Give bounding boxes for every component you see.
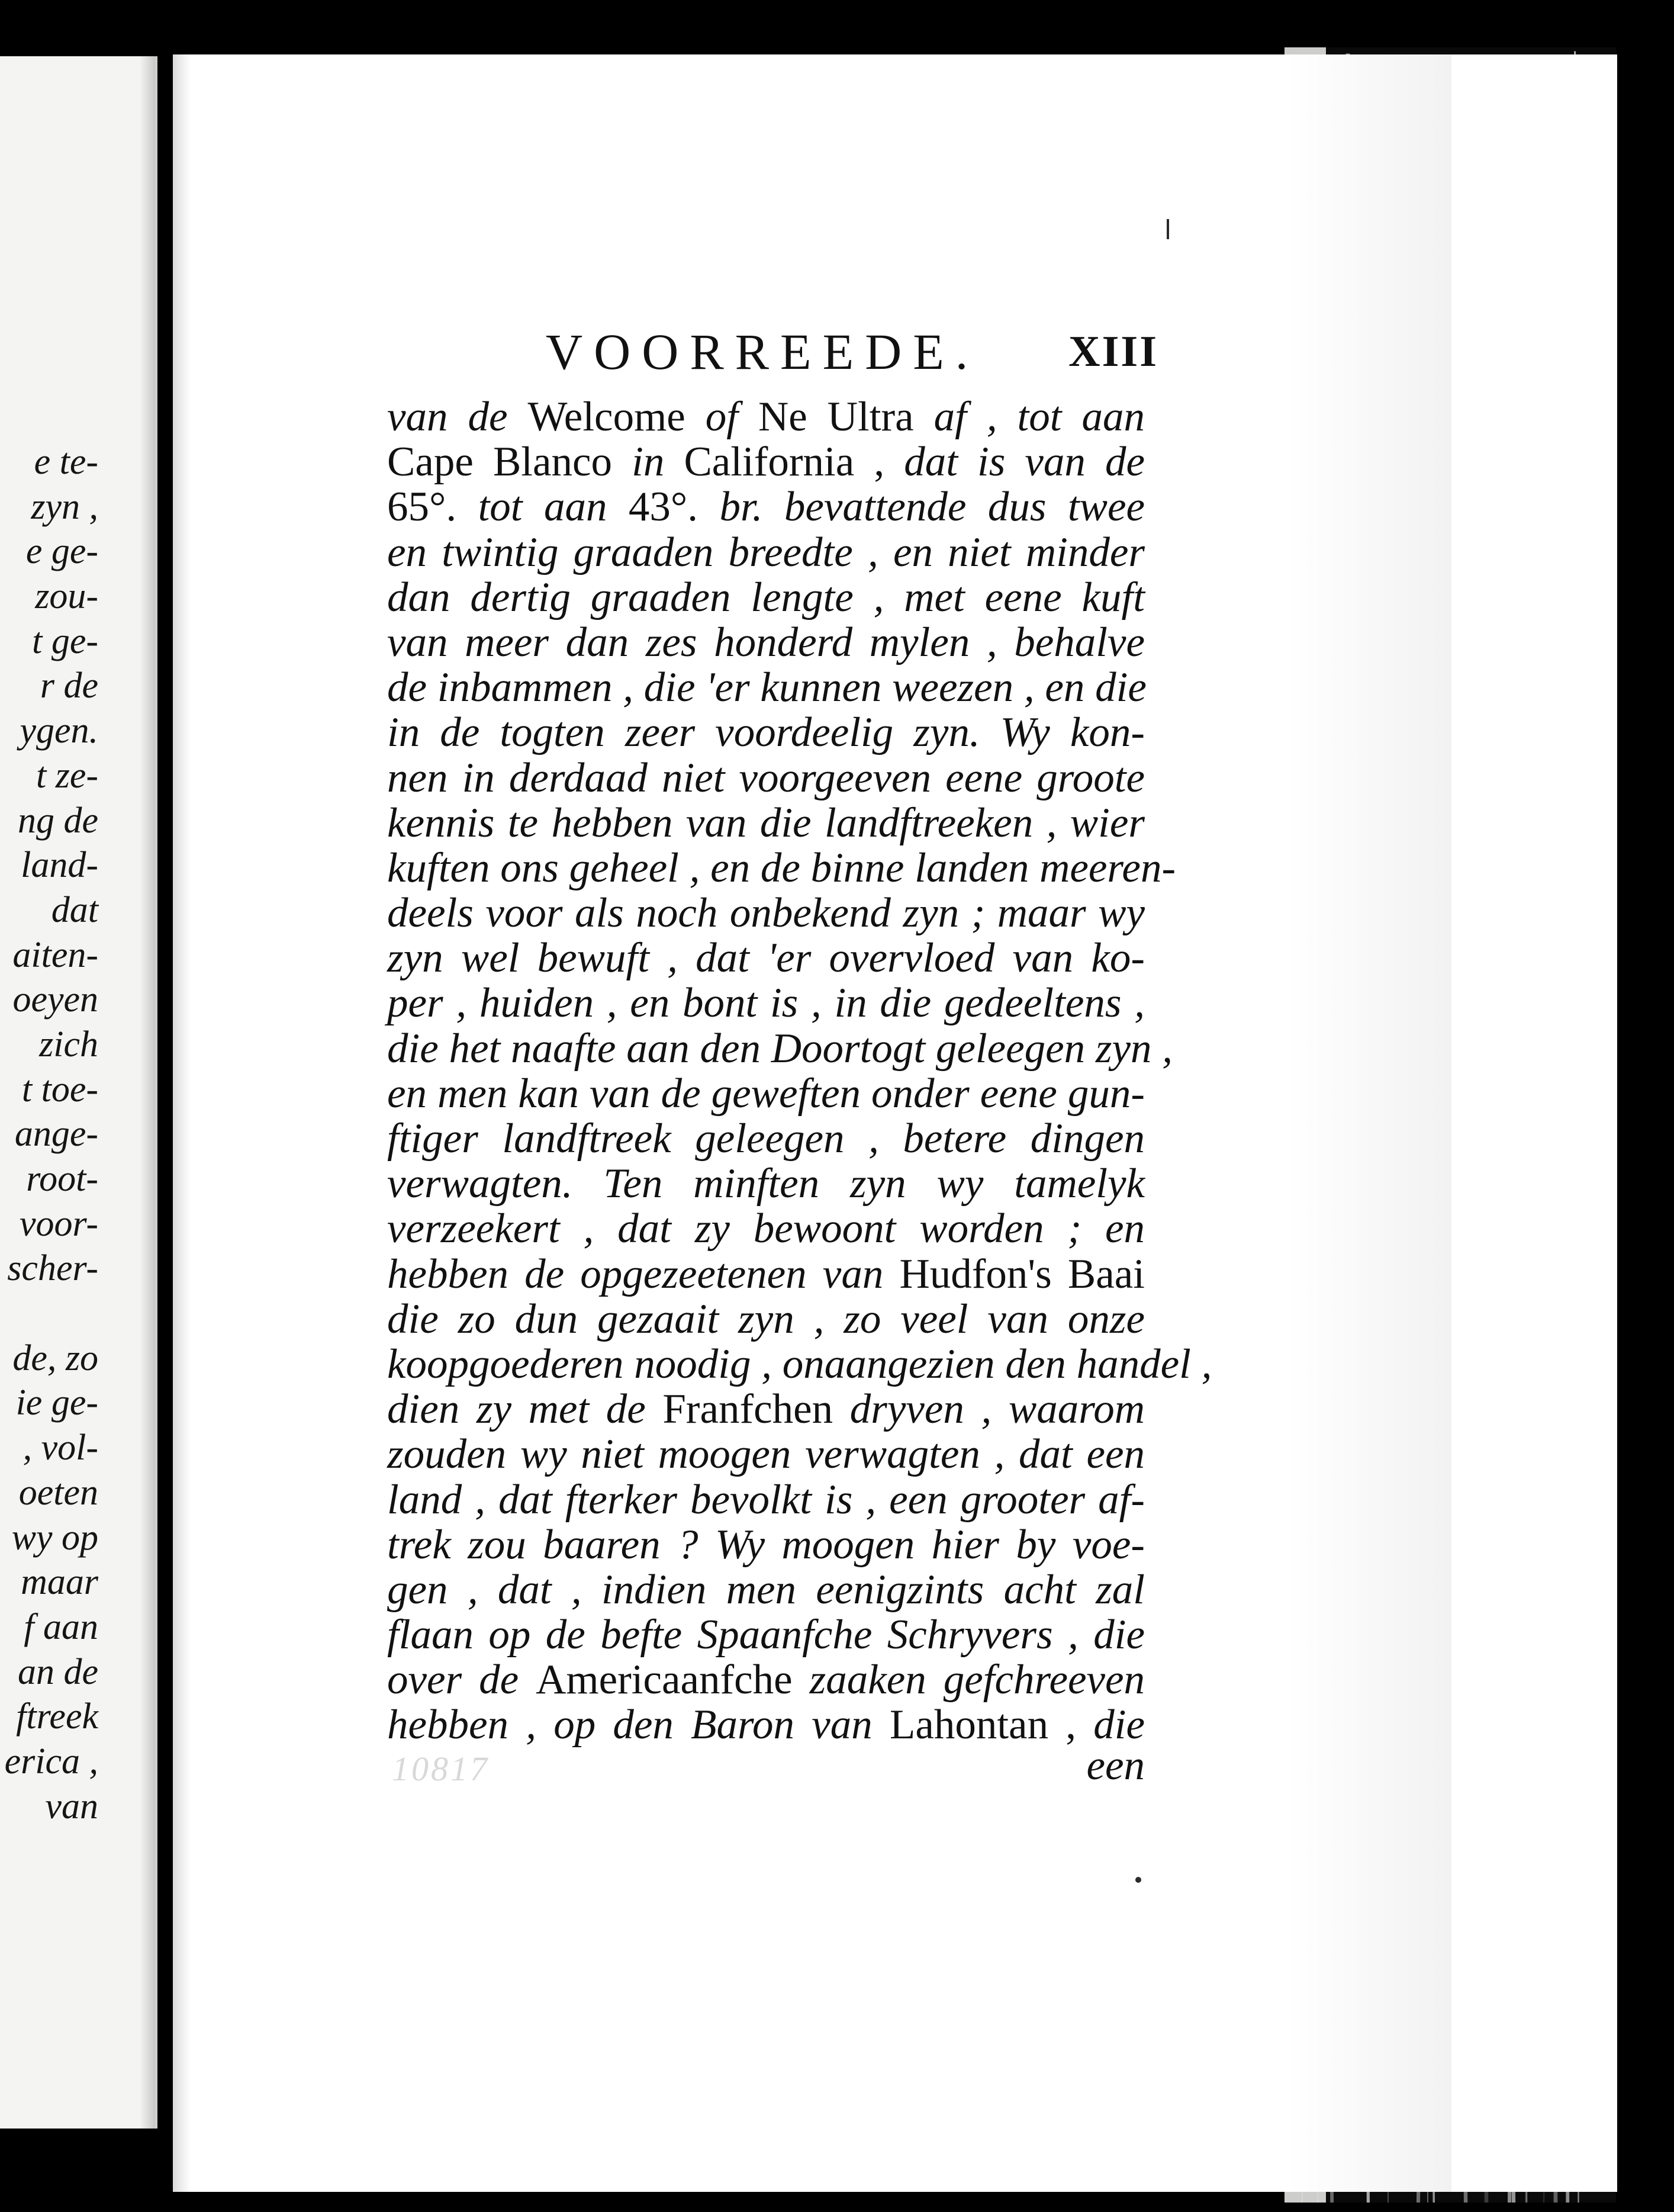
italic-run: gen , dat , indien men eenigzints acht zal (387, 1566, 1145, 1613)
left-fragment-line: erica , (4, 1741, 98, 1782)
left-fragment-line: de, zo (12, 1338, 98, 1378)
right-page (173, 54, 1617, 2192)
italic-run: dat is van de (904, 439, 1145, 486)
left-fragment-line: t ge- (32, 620, 98, 661)
text-line (387, 575, 1145, 620)
left-fragment-line: ange- (14, 1114, 98, 1155)
roman-run: Hudfon's Baai (899, 1250, 1145, 1297)
italic-run: die het naafte aan den Doortogt geleegen zyn , (387, 1025, 1173, 1072)
italic-run: tot aan (478, 484, 629, 531)
italic-run: in (632, 439, 684, 486)
italic-run: of (705, 394, 758, 440)
italic-run: die zo dun gezaait zyn , zo veel van onze (387, 1295, 1145, 1342)
italic-run: van de (387, 394, 528, 440)
roman-run: Welcome (527, 394, 706, 440)
text-line (387, 935, 1145, 980)
page-heading: VOORREEDE. (546, 323, 980, 380)
text-line (387, 844, 1176, 891)
italic-run: af , tot aan (933, 394, 1145, 440)
text-line (387, 484, 1145, 529)
italic-run: nen in derdaad niet voorgeeven eene groote (387, 754, 1145, 801)
italic-run: verzeekert , dat zy bewoont worden ; en (387, 1205, 1145, 1252)
roman-run: California , (684, 439, 904, 486)
left-fragment-line: ftreek (16, 1696, 98, 1737)
left-fragment-line: land- (21, 845, 98, 886)
italic-run: zouden wy niet moogen verwagten , dat een (387, 1431, 1145, 1478)
italic-run: de inbammen , die 'er kunnen weezen , en die (387, 664, 1147, 711)
italic-run: zaaken gefchreeven (809, 1657, 1145, 1703)
italic-run: van meer dan zes honderd mylen , behalve (387, 619, 1145, 665)
text-line (387, 1252, 1145, 1297)
text-line (387, 1657, 1145, 1702)
text-line (387, 1206, 1145, 1251)
italic-run: hebben , op den Baron van (387, 1702, 890, 1748)
text-line (387, 1025, 1173, 1072)
text-line (387, 665, 1145, 710)
left-fragment-line: ng de (17, 800, 98, 841)
roman-run: Ne Ultra (758, 394, 934, 440)
italic-run: in de togten zeer voordeelig zyn. Wy kon- (387, 709, 1145, 756)
margin-dot (1135, 1877, 1141, 1883)
text-line (387, 1071, 1145, 1116)
roman-run: Franfchen (662, 1386, 850, 1433)
left-fragment-line: zou- (35, 576, 98, 617)
left-fragment-line: an de (17, 1651, 98, 1692)
italic-run: per , huiden , en bont is , in die gedeeltens , (387, 980, 1145, 1027)
italic-run: trek zou baaren ? Wy moogen hier by voe- (387, 1521, 1145, 1568)
running-head (371, 322, 1158, 387)
left-fragment-line: oeten (18, 1472, 98, 1513)
left-fragment-line: oeyen (12, 979, 98, 1020)
text-line (387, 1297, 1145, 1342)
body-text (387, 394, 1212, 1748)
right-page-gutter-shadow (173, 54, 191, 2192)
italic-run: dryven , waarom (849, 1386, 1145, 1433)
left-fragment-line: van (45, 1786, 98, 1827)
text-line (387, 800, 1145, 845)
text-line (387, 1477, 1145, 1522)
italic-run: land , dat fterker bevolkt is , een grooter af- (387, 1476, 1145, 1523)
left-fragment-line (0, 1291, 98, 1336)
italic-run: flaan op de befte Spaanfche Schryvers , die (387, 1612, 1145, 1658)
text-line (387, 1432, 1145, 1477)
italic-run: over de (387, 1657, 536, 1703)
margin-tick (1167, 219, 1169, 239)
italic-run: zyn wel bewuft , dat 'er overvloed van ko- (387, 935, 1145, 982)
left-fragment-line: aiten- (12, 934, 98, 975)
italic-run: kennis te hebben van die landftreeken , wier (387, 799, 1145, 846)
text-line (387, 439, 1145, 484)
left-fragment-line: f aan (24, 1606, 98, 1647)
left-fragment-line: zyn , (31, 486, 98, 527)
roman-run: Lahontan , (889, 1702, 1094, 1748)
italic-run: hebben de opgezeetenen van (387, 1250, 900, 1297)
left-fragment-line: scher- (7, 1248, 98, 1289)
text-line (387, 394, 1145, 439)
left-fragment-line: t ze- (36, 755, 98, 796)
page-number: XIII (1068, 327, 1158, 376)
left-fragment-line: dat (51, 889, 98, 930)
left-fragment-line: t toe- (21, 1069, 98, 1110)
roman-run: Americaanfche (536, 1657, 810, 1703)
text-line (387, 530, 1145, 575)
italic-run: en twintig graaden breedte , en niet minder (387, 529, 1145, 575)
italic-run: koopgoederen noodig , onaangezien den handel , (387, 1340, 1212, 1387)
left-page-text-fragments (0, 440, 98, 1829)
left-fragment-line: , vol- (22, 1427, 98, 1468)
text-line (387, 1116, 1145, 1161)
text-line (387, 1567, 1145, 1612)
left-fragment-line: root- (26, 1159, 98, 1199)
left-fragment-line: maar (21, 1562, 98, 1603)
text-line (387, 1702, 1145, 1747)
text-line (387, 1522, 1145, 1567)
left-fragment-line: e ge- (25, 531, 98, 572)
catchword: een (1086, 1742, 1145, 1789)
left-fragment-line: wy op (11, 1517, 98, 1558)
italic-run: verwagten. Ten minften zyn wy tamelyk (387, 1160, 1145, 1207)
italic-run: ftiger landftreek geleegen , betere dingen (387, 1115, 1145, 1162)
left-fragment-line: ie ge- (15, 1382, 98, 1423)
left-page (0, 56, 157, 2129)
left-fragment-line: r de (40, 665, 98, 706)
italic-run: br. bevattende dus twee (719, 484, 1145, 531)
italic-run: die (1093, 1702, 1145, 1748)
text-line (387, 890, 1145, 935)
italic-run: en men kan van de geweften onder eene gun- (387, 1070, 1145, 1117)
roman-run: 65°. (387, 484, 478, 531)
left-fragment-line: e te- (34, 442, 98, 482)
left-fragment-line: zich (39, 1024, 98, 1065)
text-line (387, 1340, 1212, 1387)
text-line (387, 1612, 1145, 1657)
italic-run: kuften ons geheel , en de binne landen meeren- (387, 844, 1176, 891)
italic-run: dan dertig graaden lengte , met eene kuft (387, 574, 1145, 620)
roman-run: Cape Blanco (387, 439, 632, 486)
text-line (387, 755, 1145, 800)
left-fragment-line: voor- (19, 1203, 98, 1244)
left-fragment-line: ygen. (20, 710, 98, 751)
text-line (387, 620, 1145, 665)
italic-run: deels voor als noch onbekend zyn ; maar wy (387, 890, 1145, 937)
roman-run: 43°. (628, 484, 720, 531)
italic-run: dien zy met de (387, 1386, 663, 1433)
right-page-outer-shade (1286, 54, 1451, 2192)
text-line (387, 1387, 1145, 1432)
text-line (387, 1161, 1145, 1206)
pencil-mark: 10817 (392, 1750, 490, 1788)
text-line (387, 710, 1145, 755)
text-line (387, 980, 1145, 1025)
left-page-fold-shadow (140, 56, 155, 2129)
